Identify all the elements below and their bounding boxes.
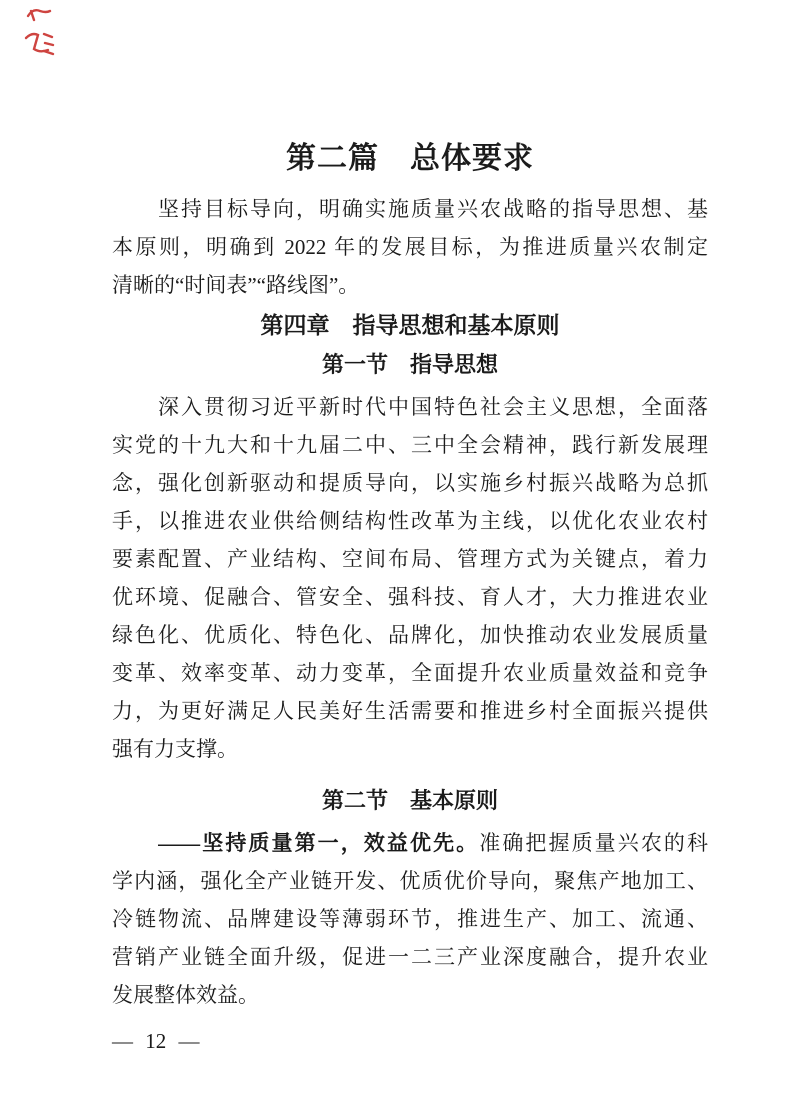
chapter-heading: 第四章 指导思想和基本原则	[260, 312, 560, 338]
text-line: 坚持目标导向，明确实施质量兴农战略的指导思想、基	[112, 197, 708, 221]
text-line: 绿色化、优质化、特色化、品牌化，加快推动农业发展质量	[112, 623, 708, 647]
text-line: 冷链物流、品牌建设等薄弱环节，推进生产、加工、流通、	[112, 907, 708, 931]
paragraph-lead-rest: 准确把握质量兴农的科	[479, 831, 708, 855]
part-title: 第二篇 总体要求	[286, 142, 534, 175]
guiding-thought-paragraph	[112, 388, 708, 768]
text-line: 强有力支撑。	[112, 737, 238, 761]
paragraph-lead-bold: ——坚持质量第一，效益优先。	[112, 831, 480, 855]
red-ink-marks	[22, 4, 62, 64]
text-line: 清晰的“时间表”“路线图”。	[112, 273, 360, 297]
section-heading-2: 第二节 基本原则	[321, 788, 498, 813]
basic-principles-paragraph	[112, 824, 708, 1014]
text-line: 营销产业链全面升级，促进一二三产业深度融合，提升农业	[112, 945, 708, 969]
text-line: 优环境、促融合、管安全、强科技、育人才，大力推进农业	[112, 585, 708, 609]
text-line: 实党的十九大和十九届二中、三中全会精神，践行新发展理	[112, 433, 708, 457]
text-line: 变革、效率变革、动力变革，全面提升农业质量效益和竞争	[112, 661, 708, 685]
text-line	[112, 824, 708, 862]
text-line: 念，强化创新驱动和提质导向，以实施乡村振兴战略为总抓	[112, 471, 708, 495]
intro-paragraph	[112, 190, 708, 304]
text-line: 力，为更好满足人民美好生活需要和推进乡村全面振兴提供	[112, 699, 708, 723]
text-line: 本原则，明确到 2022 年的发展目标，为推进质量兴农制定	[112, 235, 708, 259]
text-line: 发展整体效益。	[112, 983, 259, 1007]
text-line: 要素配置、产业结构、空间布局、管理方式为关键点，着力	[112, 547, 708, 571]
text-line: 学内涵，强化全产业链开发、优质优价导向，聚焦产地加工、	[112, 869, 708, 893]
text-line: 手，以推进农业供给侧结构性改革为主线，以优化农业农村	[112, 509, 708, 533]
page-number: — 12 —	[112, 1029, 200, 1053]
text-block	[112, 0, 708, 1054]
text-line: 深入贯彻习近平新时代中国特色社会主义思想，全面落	[112, 395, 708, 419]
section-heading-1: 第一节 指导思想	[321, 352, 498, 377]
